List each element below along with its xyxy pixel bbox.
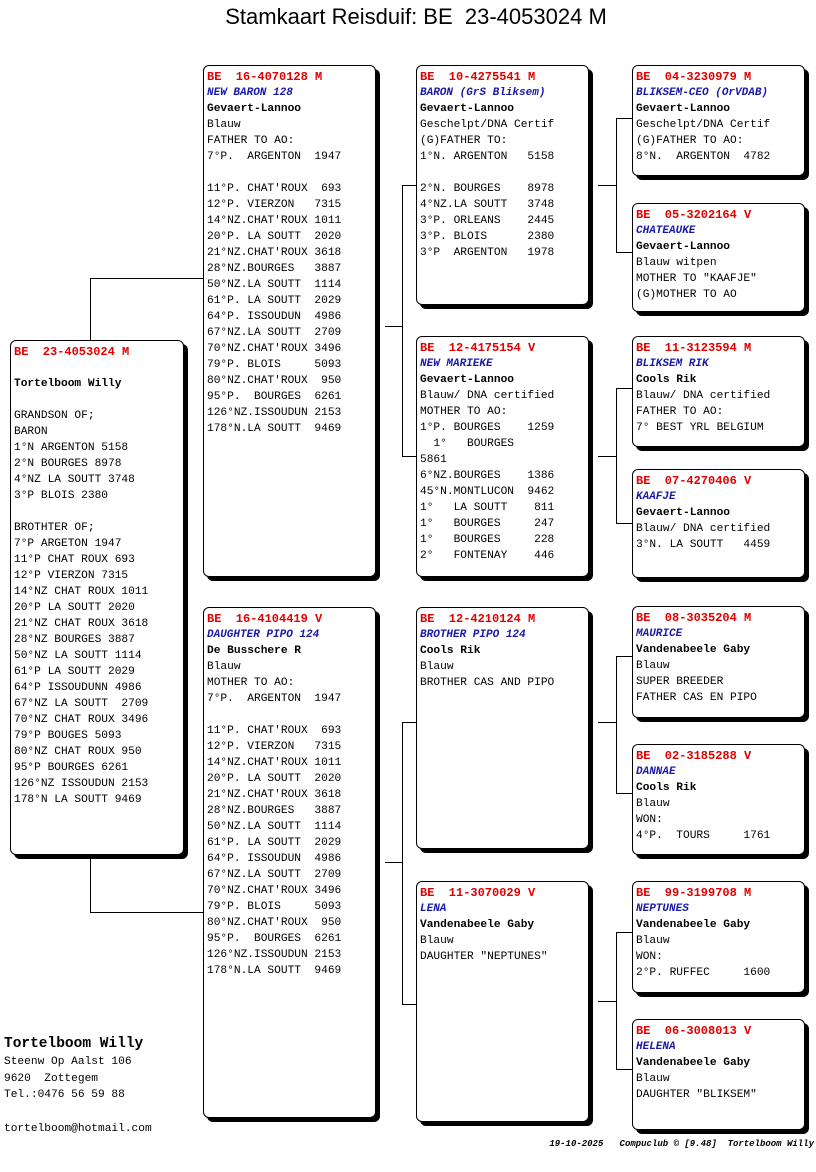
info-line: 21°NZ CHAT ROUX 3618 — [14, 618, 149, 630]
info-line: Blauw — [420, 661, 454, 673]
info-line: 2°P. RUFFEC 1600 — [636, 967, 771, 979]
info-line: 79°P BOUGES 5093 — [14, 730, 122, 742]
info-line: 95°P. BOURGES 6261 — [207, 933, 342, 945]
connector — [616, 932, 617, 1070]
info-line: Blauw — [420, 935, 454, 947]
ddd-card[interactable] — [632, 1019, 805, 1130]
breeder-name: Gevaert-Lannoo — [636, 103, 730, 115]
info-line: 1° LA SOUTT 811 — [420, 502, 555, 514]
info-line: 6°NZ.BOURGES 1386 — [420, 470, 555, 482]
connector — [616, 523, 633, 524]
dam-card[interactable] — [203, 607, 376, 1118]
info-line: 21°NZ.CHAT'ROUX 3618 — [207, 789, 342, 801]
connector — [385, 862, 402, 863]
connector — [598, 185, 616, 186]
footer: 19-10-2025 Compuclub © [9.48] Tortelboom Willy — [549, 1139, 814, 1149]
ring-number: BE 08-3035204 M — [636, 611, 752, 625]
info-line — [14, 392, 180, 408]
pigeon-name: BARON (GrS Bliksem) — [420, 87, 546, 99]
connector — [402, 1004, 417, 1005]
info-line: 3°P ARGENTON 1978 — [420, 247, 555, 259]
info-line: 3°N. LA SOUTT 4459 — [636, 539, 771, 551]
info-line: 45°N.MONTLUCON 9462 — [420, 486, 555, 498]
info-line: 70°NZ CHAT ROUX 3496 — [14, 714, 149, 726]
connector — [90, 278, 91, 340]
info-line: Blauw — [636, 660, 670, 672]
ring-number: BE 10-4275541 M — [420, 70, 536, 84]
breeder-name: Cools Rik — [636, 782, 697, 794]
pigeon-name: NEPTUNES — [636, 903, 689, 915]
connector — [616, 388, 617, 524]
info-line: 2°N BOURGES 8978 — [14, 458, 122, 470]
info-line: Blauw witpen — [636, 257, 717, 269]
info-line: FATHER TO AO: — [207, 135, 295, 147]
info-line: 64°P ISSOUDUNN 4986 — [14, 682, 142, 694]
dss-card[interactable] — [632, 606, 805, 718]
info-line: 1°N ARGENTON 5158 — [14, 442, 129, 454]
info-line: 67°NZ LA SOUTT 2709 — [14, 698, 149, 710]
info-line: MOTHER TO AO: — [207, 677, 295, 689]
info-line: 50°NZ.LA SOUTT 1114 — [207, 279, 342, 291]
info-line: 79°P. BLOIS 5093 — [207, 901, 342, 913]
info-line: Geschelpt/DNA Certif — [420, 119, 555, 131]
info-line: SUPER BREEDER — [636, 676, 724, 688]
info-line — [420, 165, 585, 181]
info-line: 126°NZ.ISSOUDUN 2153 — [207, 949, 342, 961]
ring-number: BE 16-4070128 M — [207, 70, 323, 84]
info-line: (G)FATHER TO: — [420, 135, 508, 147]
info-line: Blauw — [207, 119, 241, 131]
info-line: 178°N.LA SOUTT 9469 — [207, 423, 342, 435]
info-line: 1° BOURGES 247 — [420, 518, 555, 530]
info-line: MOTHER TO "KAAFJE" — [636, 273, 757, 285]
breeder-name: Gevaert-Lannoo — [636, 241, 730, 253]
info-line: 20°P LA SOUTT 2020 — [14, 602, 135, 614]
info-line: 4°NZ LA SOUTT 3748 — [14, 474, 135, 486]
connector — [616, 118, 617, 253]
info-line: 80°NZ.CHAT'ROUX 950 — [207, 375, 342, 387]
info-line: 61°P. LA SOUTT 2029 — [207, 837, 342, 849]
pigeon-name: DANNAE — [636, 766, 676, 778]
info-line: Geschelpt/DNA Certif — [636, 119, 771, 131]
ring-number: BE 02-3185288 V — [636, 749, 752, 763]
info-line: 4°NZ.LA SOUTT 3748 — [420, 199, 555, 211]
dds-card[interactable] — [632, 881, 805, 993]
info-line: 7°P. ARGENTON 1947 — [207, 693, 342, 705]
ring-number: BE 04-3230979 M — [636, 70, 752, 84]
info-line: 11°P CHAT ROUX 693 — [14, 554, 135, 566]
breeder-name: Vandenabeele Gaby — [420, 919, 535, 931]
dsd-card[interactable] — [632, 744, 805, 855]
info-line: 21°NZ.CHAT'ROUX 3618 — [207, 247, 342, 259]
info-line: BROTHER CAS AND PIPO — [420, 677, 555, 689]
info-line: 11°P. CHAT'ROUX 693 — [207, 725, 342, 737]
ring-number: BE 99-3199708 M — [636, 886, 752, 900]
info-line: 28°NZ.BOURGES 3887 — [207, 805, 342, 817]
info-line: 61°P LA SOUTT 2029 — [14, 666, 135, 678]
connector — [90, 912, 204, 913]
info-line: 80°NZ.CHAT'ROUX 950 — [207, 917, 342, 929]
info-line: 1°N. ARGENTON 5158 — [420, 151, 555, 163]
info-line: 14°NZ.CHAT'ROUX 1011 — [207, 215, 342, 227]
info-line: 70°NZ.CHAT'ROUX 3496 — [207, 885, 342, 897]
connector — [616, 252, 633, 253]
sss-card[interactable] — [632, 65, 805, 176]
breeder-name: Vandenabeele Gaby — [636, 919, 751, 931]
dam-dam-card[interactable] — [416, 881, 589, 1122]
breeder-name: Vandenabeele Gaby — [636, 1057, 751, 1069]
pigeon-name: NEW BARON 128 — [207, 87, 293, 99]
sire-sire-card[interactable] — [416, 65, 589, 305]
info-line — [14, 504, 180, 520]
info-line: 95°P. BOURGES 6261 — [207, 391, 342, 403]
connector — [598, 722, 616, 723]
info-line: 5861 — [420, 454, 447, 466]
info-line: 79°P. BLOIS 5093 — [207, 359, 342, 371]
subject-card[interactable] — [10, 340, 184, 855]
info-line: WON: — [636, 951, 663, 963]
info-line: 12°P. VIERZON 7315 — [207, 741, 342, 753]
info-line: BROTHTER OF; — [14, 522, 95, 534]
info-line: WON: — [636, 814, 663, 826]
breeder-name: Gevaert-Lannoo — [207, 103, 301, 115]
info-line: 20°P. LA SOUTT 2020 — [207, 231, 342, 243]
info-line — [14, 360, 180, 376]
pigeon-name: CHATEAUKE — [636, 225, 696, 237]
pigeon-name: NEW MARIEKE — [420, 358, 493, 370]
info-line: 28°NZ.BOURGES 3887 — [207, 263, 342, 275]
info-line: 20°P. LA SOUTT 2020 — [207, 773, 342, 785]
breeder-name: Gevaert-Lannoo — [420, 374, 514, 386]
ring-number: BE 06-3008013 V — [636, 1024, 752, 1038]
connector — [385, 326, 402, 327]
info-line: Tortelboom Willy — [14, 378, 122, 390]
info-line: 64°P. ISSOUDUN 4986 — [207, 311, 342, 323]
info-line: 64°P. ISSOUDUN 4986 — [207, 853, 342, 865]
dam-sire-card[interactable] — [416, 607, 589, 849]
pigeon-name: DAUGHTER PIPO 124 — [207, 629, 320, 641]
connector — [616, 388, 633, 389]
breeder-name: De Busschere R — [207, 645, 301, 657]
breeder-name: Cools Rik — [636, 374, 697, 386]
info-line: 50°NZ LA SOUTT 1114 — [14, 650, 142, 662]
info-line: Blauw — [636, 1073, 670, 1085]
page-title: Stamkaart Reisduif: BE 23-4053024 M — [225, 4, 607, 29]
pigeon-name: BROTHER PIPO 124 — [420, 629, 526, 641]
info-line: 8°N. ARGENTON 4782 — [636, 151, 771, 163]
info-line: (G)FATHER TO AO: — [636, 135, 744, 147]
info-line: FATHER TO AO: — [636, 406, 724, 418]
info-line: 67°NZ.LA SOUTT 2709 — [207, 327, 342, 339]
ssd-card[interactable] — [632, 203, 805, 312]
ring-number: BE 11-3070029 V — [420, 886, 536, 900]
info-line: 1° BOURGES 228 — [420, 534, 555, 546]
info-line: Blauw/ DNA certified — [636, 523, 771, 535]
connector — [616, 656, 617, 794]
sire-dam-card[interactable] — [416, 336, 589, 577]
info-line — [207, 707, 372, 723]
info-line: 178°N LA SOUTT 9469 — [14, 794, 142, 806]
info-line: 126°NZ ISSOUDUN 2153 — [14, 778, 149, 790]
owner-block — [4, 1034, 143, 1104]
ring-number: BE 12-4210124 M — [420, 612, 536, 626]
info-line: GRANDSON OF; — [14, 410, 95, 422]
breeder-name: Gevaert-Lannoo — [420, 103, 514, 115]
info-line: DAUGHTER "NEPTUNES" — [420, 951, 548, 963]
info-line: 178°N.LA SOUTT 9469 — [207, 965, 342, 977]
connector — [90, 278, 204, 279]
info-line: 70°NZ.CHAT'ROUX 3496 — [207, 343, 342, 355]
info-line: 50°NZ.LA SOUTT 1114 — [207, 821, 342, 833]
owner-city: 9620 Zottegem — [4, 1072, 98, 1085]
info-line: Blauw — [207, 661, 241, 673]
sdd-card[interactable] — [632, 469, 805, 578]
info-line: 80°NZ CHAT ROUX 950 — [14, 746, 142, 758]
connector — [616, 118, 633, 119]
info-line: BARON — [14, 426, 48, 438]
connector — [598, 456, 616, 457]
info-line: 3°P. ORLEANS 2445 — [420, 215, 555, 227]
ring-number: BE 12-4175154 V — [420, 341, 536, 355]
info-line: 12°P VIERZON 7315 — [14, 570, 129, 582]
info-line: Blauw/ DNA certified — [420, 390, 555, 402]
info-line: 95°P BOURGES 6261 — [14, 762, 129, 774]
owner-address: Steenw Op Aalst 106 — [4, 1056, 132, 1068]
breeder-name: Vandenabeele Gaby — [636, 644, 751, 656]
ring-number: BE 07-4270406 V — [636, 474, 752, 488]
info-line — [207, 165, 372, 181]
breeder-name: Gevaert-Lannoo — [636, 507, 730, 519]
info-line: 1° BOURGES — [420, 438, 514, 450]
info-line: 126°NZ.ISSOUDUN 2153 — [207, 407, 342, 419]
info-line: 7°P. ARGENTON 1947 — [207, 151, 342, 163]
owner-email[interactable]: tortelboom@hotmail.com — [4, 1123, 152, 1135]
ring-number: BE 11-3123594 M — [636, 341, 752, 355]
info-line: MOTHER TO AO: — [420, 406, 508, 418]
pigeon-name: HELENA — [636, 1041, 676, 1053]
connector — [402, 722, 403, 1005]
connector — [402, 722, 417, 723]
info-line: 3°P. BLOIS 2380 — [420, 231, 555, 243]
info-line: 12°P. VIERZON 7315 — [207, 199, 342, 211]
connector — [402, 185, 403, 457]
connector — [616, 1069, 633, 1070]
breeder-name: Cools Rik — [420, 645, 481, 657]
ring-number: BE 05-3202164 V — [636, 208, 752, 222]
ring-number: BE 16-4104419 V — [207, 612, 323, 626]
connector — [402, 185, 417, 186]
info-line: 14°NZ CHAT ROUX 1011 — [14, 586, 149, 598]
info-line: 14°NZ.CHAT'ROUX 1011 — [207, 757, 342, 769]
ring-number: BE 23-4053024 M — [14, 345, 130, 359]
info-line: 2°N. BOURGES 8978 — [420, 183, 555, 195]
info-line: 67°NZ.LA SOUTT 2709 — [207, 869, 342, 881]
connector — [616, 932, 633, 933]
info-line: 1°P. BOURGES 1259 — [420, 422, 555, 434]
info-line: 2° FONTENAY 446 — [420, 550, 555, 562]
sds-card[interactable] — [632, 336, 805, 447]
owner-name: Tortelboom Willy — [4, 1036, 144, 1052]
info-line: 4°P. TOURS 1761 — [636, 830, 771, 842]
connector — [598, 1001, 616, 1002]
info-line: 61°P. LA SOUTT 2029 — [207, 295, 342, 307]
sire-card[interactable] — [203, 65, 376, 577]
pigeon-name: MAURICE — [636, 628, 683, 640]
info-line: DAUGHTER "BLIKSEM" — [636, 1089, 757, 1101]
owner-phone: Tel.:0476 56 59 88 — [4, 1089, 125, 1101]
info-line: 7° BEST YRL BELGIUM — [636, 422, 764, 434]
pigeon-name: BLIKSEM-CEO (OrVDAB) — [636, 87, 769, 99]
info-line: 28°NZ BOURGES 3887 — [14, 634, 135, 646]
info-line: 7°P ARGETON 1947 — [14, 538, 122, 550]
pigeon-name: BLIKSEM RIK — [636, 358, 709, 370]
info-line: Blauw — [636, 935, 670, 947]
connector — [402, 456, 417, 457]
pigeon-name: LENA — [420, 903, 447, 915]
connector — [90, 855, 91, 912]
info-line: 11°P. CHAT'ROUX 693 — [207, 183, 342, 195]
info-line: Blauw/ DNA certified — [636, 390, 771, 402]
info-line: 3°P BLOIS 2380 — [14, 490, 108, 502]
connector — [616, 793, 633, 794]
connector — [616, 656, 633, 657]
info-line: (G)MOTHER TO AO — [636, 289, 737, 301]
pigeon-name: KAAFJE — [636, 491, 676, 503]
info-line: Blauw — [636, 798, 670, 810]
info-line: FATHER CAS EN PIPO — [636, 692, 757, 704]
